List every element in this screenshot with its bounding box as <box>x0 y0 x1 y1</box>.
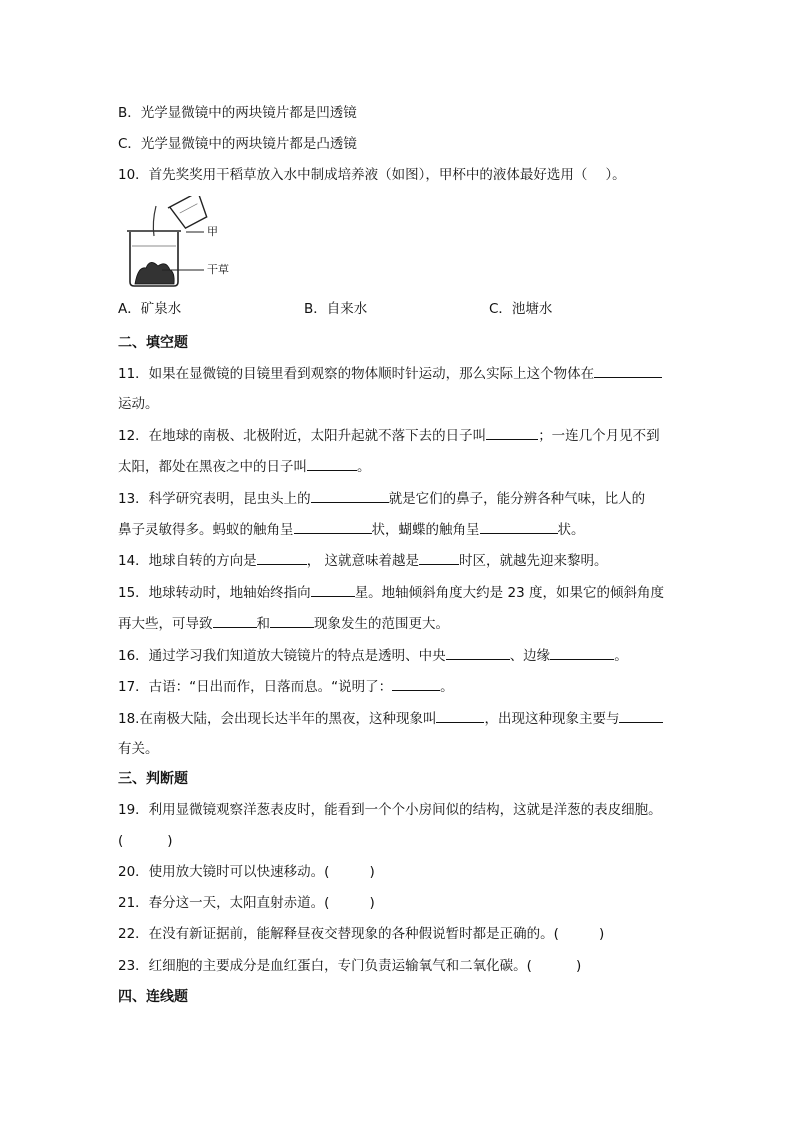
q18-blank-1[interactable] <box>436 708 484 723</box>
section3-title: 三、判断题 <box>118 771 188 787</box>
q15-blank-1[interactable] <box>311 582 355 597</box>
q15-blank-3[interactable] <box>270 613 314 628</box>
q11: 11．如果在显微镜的目镜里看到观察的物体顺时针运动，那么实际上这个物体在 <box>118 363 662 384</box>
q9-option-c: C．光学显微镜中的两块镜片都是凸透镜 <box>118 136 357 152</box>
q11-cont: 运动。 <box>118 396 159 412</box>
q12: 12．在地球的南极、北极附近，太阳升起就不落下去的日子叫 ；一连几个月见不到 <box>118 425 660 446</box>
q10-stem: 10．首先奖奖用干稻草放入水中制成培养液（如图），甲杯中的液体最好选用（ ）。 <box>118 167 626 183</box>
q15-blank-2[interactable] <box>213 613 257 628</box>
q16: 16．通过学习我们知道放大镜镜片的特点是透明、中央 、边缘 。 <box>118 645 628 666</box>
q17: 17．古语：“日出而作，日落而息。“说明了： 。 <box>118 676 454 697</box>
q13-cont: 鼻子灵敏得多。蚂蚁的触角呈 状，蝴蝶的触角呈 状。 <box>118 519 585 540</box>
q14: 14．地球自转的方向是 ， 这就意味着越是 时区，就越先迎来黎明。 <box>118 550 607 571</box>
q12-blank-1[interactable] <box>486 425 538 440</box>
beaker-figure <box>118 196 248 288</box>
q11-blank[interactable] <box>594 363 662 378</box>
q10-option-b: B．自来水 <box>304 301 368 317</box>
section4-title: 四、连线题 <box>118 989 188 1005</box>
q9-option-b: B．光学显微镜中的两块镜片都是凹透镜 <box>118 105 357 121</box>
q12-blank-2[interactable] <box>307 456 357 471</box>
q16-blank-2[interactable] <box>550 645 614 660</box>
q15-cont: 再大些，可导致 和 现象发生的范围更大。 <box>118 613 449 634</box>
q18-cont: 有关。 <box>118 741 159 757</box>
q19: 19．利用显微镜观察洋葱表皮时，能看到一个个小房间似的结构，这就是洋葱的表皮细胞。 <box>118 802 662 818</box>
q23: 23．红细胞的主要成分是血红蛋白，专门负责运输氧气和二氧化碳。( ) <box>118 958 582 974</box>
q13-blank-3[interactable] <box>480 519 558 534</box>
q12-cont: 太阳，都处在黑夜之中的日子叫 。 <box>118 456 371 477</box>
q16-blank-1[interactable] <box>446 645 510 660</box>
q14-blank-2[interactable] <box>419 550 459 565</box>
q10-option-a: A．矿泉水 <box>118 301 182 317</box>
figure-label-jia: 甲 <box>207 225 218 238</box>
q20: 20．使用放大镜时可以快速移动。( ) <box>118 864 375 880</box>
q19-cont: ( ) <box>118 833 173 849</box>
section2-title: 二、填空题 <box>118 335 188 351</box>
figure-label-grass: 干草 <box>207 263 229 276</box>
q21: 21．春分这一天，太阳直射赤道。( ) <box>118 895 375 911</box>
q13-blank-1[interactable] <box>311 488 389 503</box>
q18-blank-2[interactable] <box>619 708 663 723</box>
q10-option-c: C．池塘水 <box>489 301 553 317</box>
q14-blank-1[interactable] <box>257 550 307 565</box>
q18: 18.在南极大陆，会出现长达半年的黑夜，这种现象叫 ，出现这种现象主要与 <box>118 708 663 729</box>
q15: 15．地球转动时，地轴始终指向 星。地轴倾斜角度大约是 23 度，如果它的倾斜角度 <box>118 582 664 603</box>
q13: 13．科学研究表明，昆虫头上的 就是它们的鼻子，能分辨各种气味，比人的 <box>118 488 645 509</box>
q13-blank-2[interactable] <box>294 519 372 534</box>
q22: 22．在没有新证据前，能解释昼夜交替现象的各种假说暂时都是正确的。( ) <box>118 926 605 942</box>
q17-blank[interactable] <box>392 676 440 691</box>
